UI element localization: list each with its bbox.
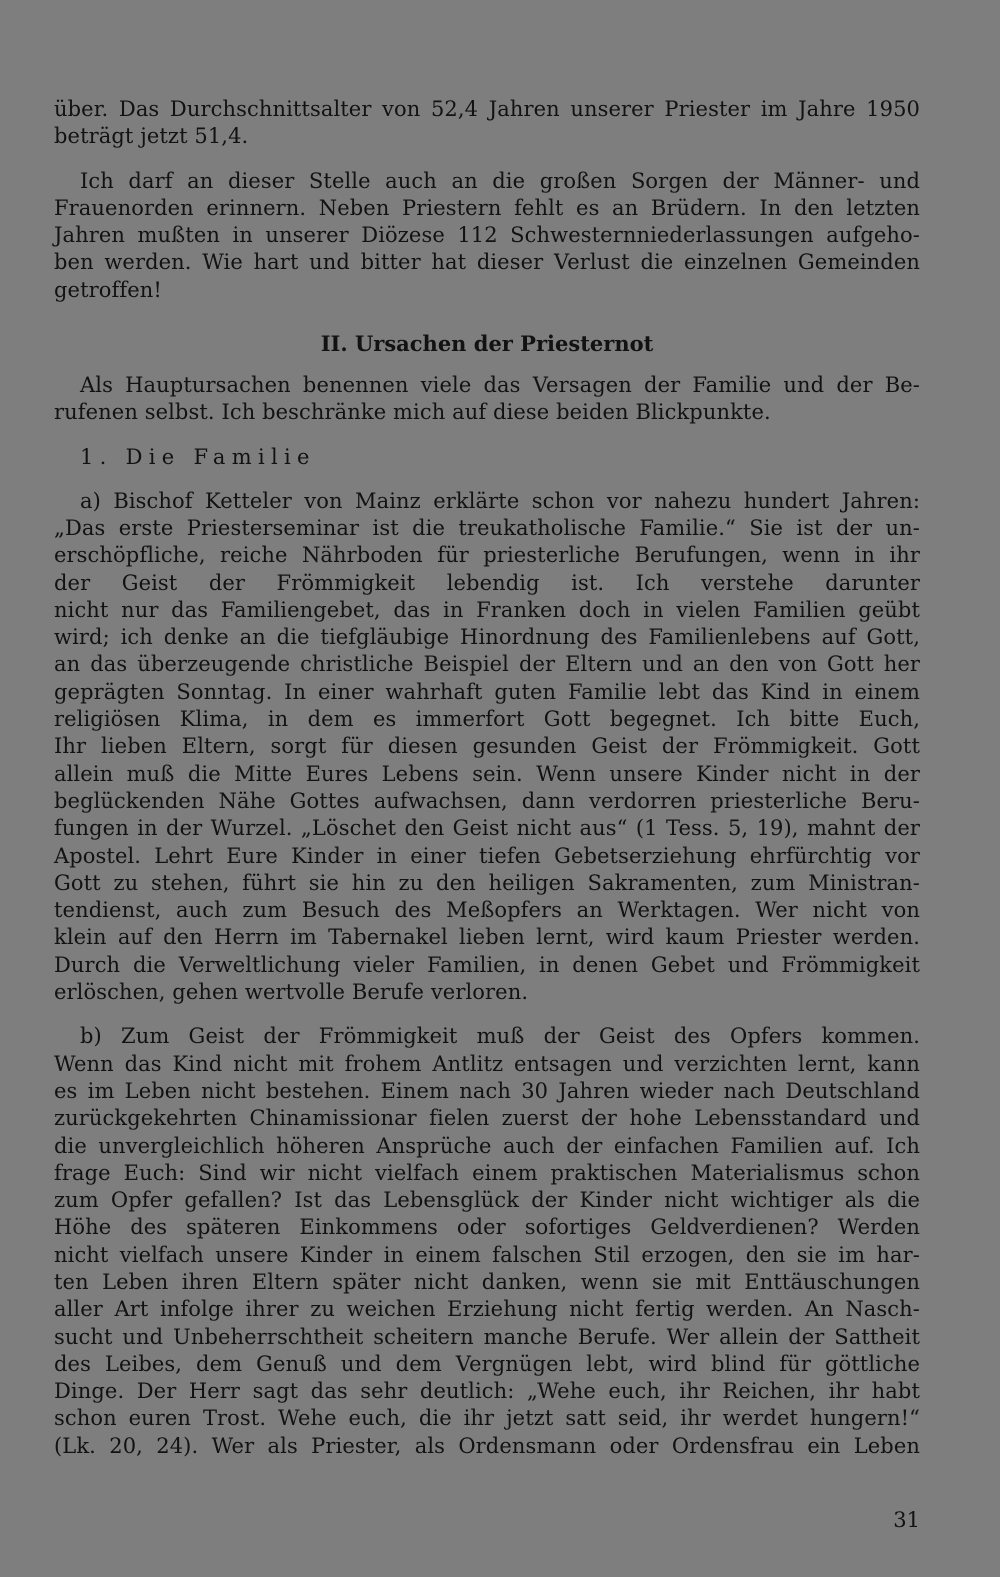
text-line: des Leibes, dem Genuß und dem Vergnügen lebt, wird blind für göttliche [54,1351,920,1376]
subsection-heading [54,444,920,471]
text-line: erlöschen, gehen wertvolle Berufe verloren. [54,980,529,1005]
subsection-heading-text: 1. Die Familie [80,444,316,469]
text-line: religiösen Klima, in dem es immerfort Gott begegnet. Ich bitte Euch, [54,707,920,732]
text-line: wird; ich denke an die tiefgläubige Hinordnung des Familienlebens auf Gott, [54,625,920,650]
text-line: Höhe des späteren Einkommens oder sofortiges Geldverdienen? Werden [54,1215,920,1240]
text-line: Als Hauptursachen benennen viele das Versagen der Familie und der Be- [80,373,920,398]
text-line: aller Art infolge ihrer zu weichen Erziehung nicht fertig werden. An Nasch- [54,1297,920,1322]
page-number: 31 [893,1508,920,1532]
text-line: zum Opfer gefallen? Ist das Lebensglück der Kinder nicht wichtiger als die [54,1188,920,1213]
text-line: getroffen! [54,277,162,302]
text-line: die unvergleichlich höheren Ansprüche auch der einfachen Familien auf. Ich [54,1133,920,1158]
text-line: geprägten Sonntag. In einer wahrhaft guten Familie lebt das Kind in einem [54,679,920,704]
text-line: schon euren Trost. Wehe euch, die ihr jetzt satt seid, ihr werdet hungern!“ [54,1406,920,1431]
text-line: Dinge. Der Herr sagt das sehr deutlich: „Wehe euch, ihr Reichen, ihr habt [54,1379,920,1404]
paragraph-spirit-of-sacrifice [54,1023,920,1460]
text-line: Ich darf an dieser Stelle auch an die großen Sorgen der Männer- und [80,168,920,193]
text-line: nicht nur das Familiengebet, das in Franken doch in vielen Familien geübt [54,597,920,622]
text-line: Ihr lieben Eltern, sorgt für diesen gesunden Geist der Frömmigkeit. Gott [54,734,920,759]
text-line: zurückgekehrten Chinamissionar fielen zuerst der hohe Lebensstandard und [54,1106,920,1131]
text-line: fungen in der Wurzel. „Löschet den Geist nicht aus“ (1 Tess. 5, 19), mahnt der [54,816,920,841]
paragraph-age-statistics [54,96,920,151]
text-line: Wenn das Kind nicht mit frohem Antlitz entsagen und verzichten lernt, kann [54,1051,920,1076]
text-line: „Das erste Priesterseminar ist die treukatholische Familie.“ Sie ist der un- [54,515,920,540]
section-heading: II. Ursachen der Priesternot [320,331,654,357]
document-page [54,96,920,1477]
text-line: beträgt jetzt 51,4. [54,124,249,149]
text-line: b) Zum Geist der Frömmigkeit muß der Geist des Opfers kommen. [80,1024,920,1049]
text-line: sucht und Unbeherrschtheit scheitern manche Berufe. Wer allein der Sattheit [54,1324,920,1349]
text-line: ten Leben ihren Eltern später nicht danken, wenn sie mit Enttäuschungen [54,1269,920,1294]
text-line: rufenen selbst. Ich beschränke mich auf diese beiden Blickpunkte. [54,400,771,425]
text-line: erschöpfliche, reiche Nährboden für priesterliche Berufungen, wenn in ihr [54,543,920,568]
text-line: Durch die Verweltlichung vieler Familien, in denen Gebet und Frömmigkeit [54,952,920,977]
text-line: Frauenorden erinnern. Neben Priestern fehlt es an Brüdern. In den letzten [54,195,920,220]
text-line: beglückenden Nähe Gottes aufwachsen, dann verdorren priesterliche Beru- [54,788,920,813]
text-line: a) Bischof Ketteler von Mainz erklärte schon vor nahezu hundert Jahren: [80,488,920,513]
text-line: Apostel. Lehrt Eure Kinder in einer tiefen Gebetserziehung ehrfürchtig vor [54,843,920,868]
text-line: nicht vielfach unsere Kinder in einem falschen Stil erzogen, den sie im har- [54,1242,920,1267]
text-line: (Lk. 20, 24). Wer als Priester, als Ordensmann oder Ordensfrau ein Leben [54,1433,920,1458]
text-line: klein auf den Herrn im Tabernakel lieben lernt, wird kaum Priester werden. [54,925,920,950]
text-line: über. Das Durchschnittsalter von 52,4 Jahren unserer Priester im Jahre 1950 [54,97,920,121]
text-line: an das überzeugende christliche Beispiel der Eltern und an den von Gott her [54,652,920,677]
paragraph-orders [54,168,920,304]
paragraph-family-piety [54,488,920,1007]
text-line: Gott zu stehen, führt sie hin zu den heiligen Sakramenten, zum Ministran- [54,870,920,895]
text-line: tendienst, auch zum Besuch des Meßopfers an Werktagen. Wer nicht von [54,898,920,923]
text-line: Jahren mußten in unserer Diözese 112 Schwesternniederlassungen aufgeho- [54,223,920,248]
paragraph-main-causes [54,372,920,427]
text-line: ben werden. Wie hart und bitter hat dieser Verlust die einzelnen Gemeinden [54,250,920,275]
text-line: der Geist der Frömmigkeit lebendig ist. Ich verstehe darunter [54,570,920,595]
text-line: allein muß die Mitte Eures Lebens sein. Wenn unsere Kinder nicht in der [54,761,920,786]
text-line: frage Euch: Sind wir nicht vielfach einem praktischen Materialismus schon [54,1160,920,1185]
text-line: es im Leben nicht bestehen. Einem nach 30 Jahren wieder nach Deutschland [54,1078,920,1103]
